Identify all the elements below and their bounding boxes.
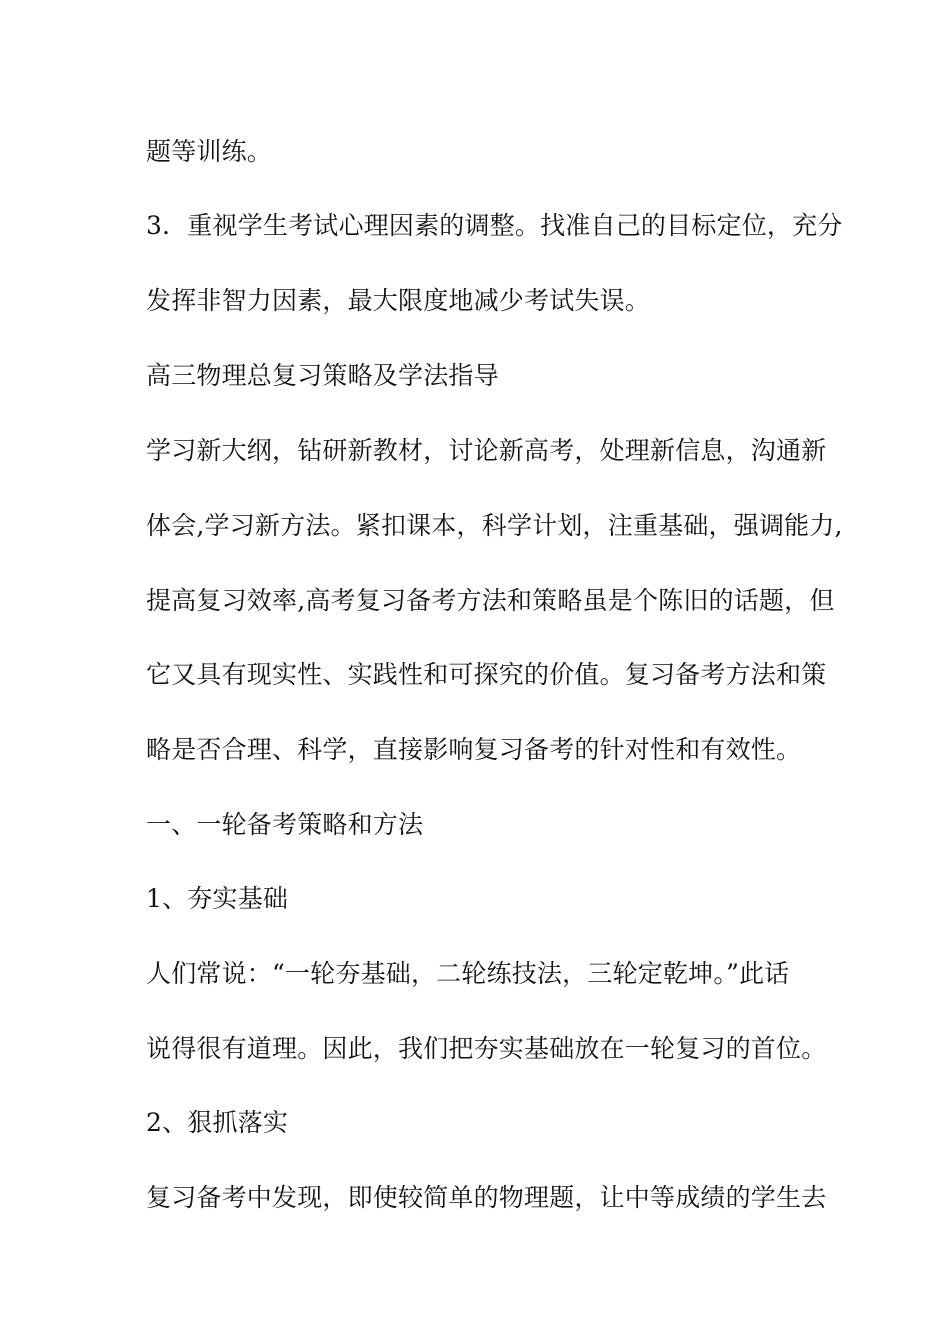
subsection-heading: 一、一轮备考策略和方法 bbox=[146, 810, 424, 839]
text-line: 3．重视学生考试心理因素的调整。找准自己的目标定位，充分 bbox=[146, 211, 843, 240]
section-heading: 高三物理总复习策略及学法指导 bbox=[146, 361, 499, 390]
text-line: 略是否合理、科学，直接影响复习备考的针对性和有效性。 bbox=[146, 735, 802, 764]
text-line: 提高复习效率,高考复习备考方法和策略虽是个陈旧的话题，但 bbox=[146, 586, 835, 615]
text-line: 学习新大纲，钻研新教材，讨论新高考，处理新信息，沟通新 bbox=[146, 436, 827, 465]
item-heading: 2、狠抓落实 bbox=[146, 1108, 289, 1137]
text-line: 它又具有现实性、实践性和可探究的价值。复习备考方法和策 bbox=[146, 660, 827, 689]
text-line: 人们常说：“一轮夯基础，二轮练技法，三轮定乾坤。”此话 bbox=[146, 959, 790, 988]
item-heading: 1、夯实基础 bbox=[146, 884, 289, 913]
text-line: 题等训练。 bbox=[146, 137, 273, 166]
text-line: 体会,学习新方法。紧扣课本，科学计划，注重基础，强调能力, bbox=[146, 511, 843, 540]
text-line: 发挥非智力因素，最大限度地减少考试失误。 bbox=[146, 286, 651, 315]
text-line: 说得很有道理。因此，我们把夯实基础放在一轮复习的首位。 bbox=[146, 1034, 827, 1063]
text-line: 复习备考中发现，即使较简单的物理题，让中等成绩的学生去 bbox=[146, 1183, 827, 1212]
